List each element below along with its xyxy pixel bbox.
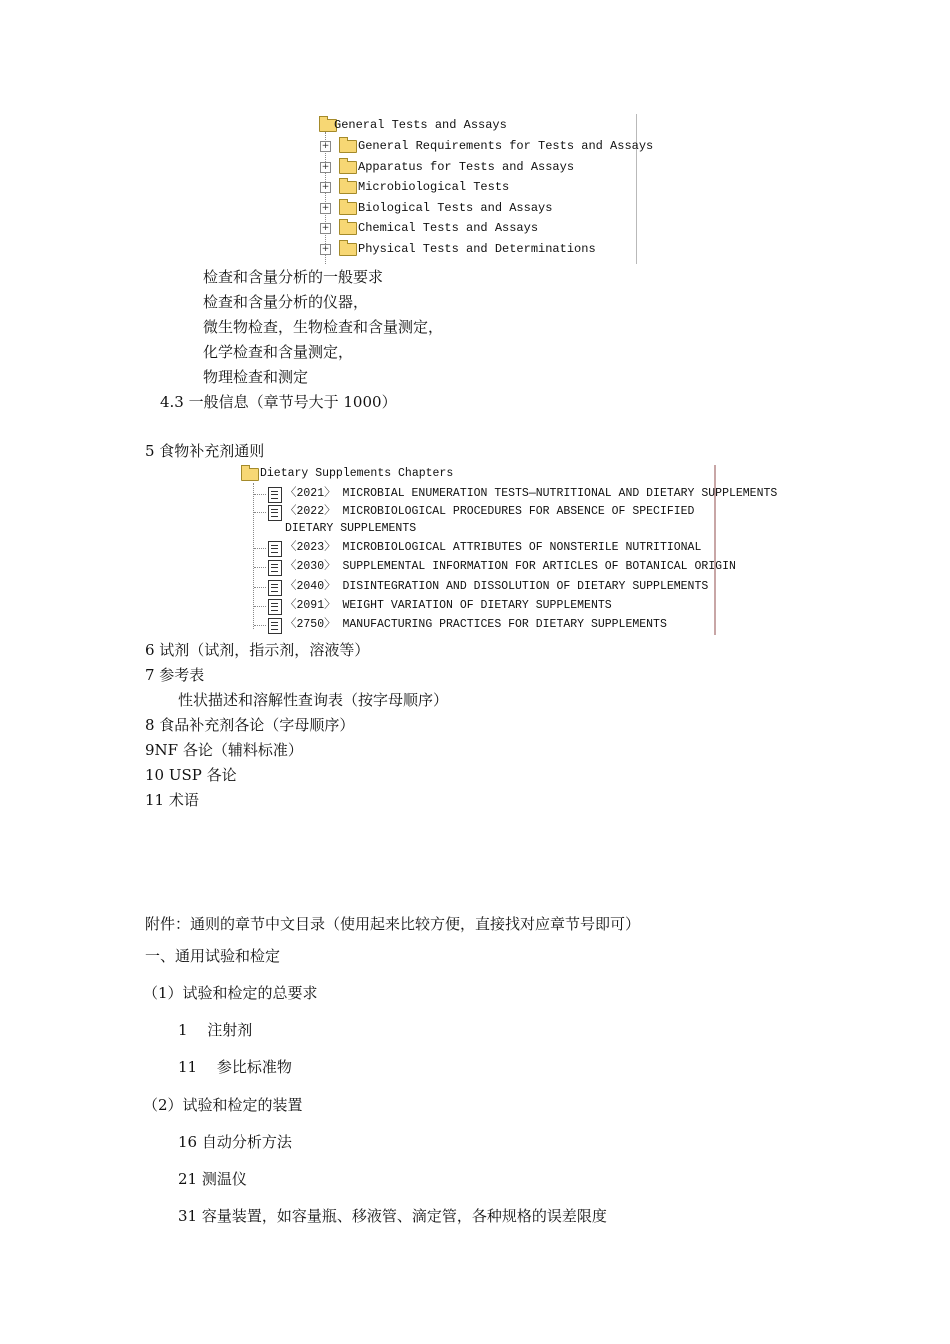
document-icon <box>268 618 282 634</box>
expand-icon[interactable]: + <box>321 162 330 172</box>
section-heading: 7 参考表 <box>145 666 205 684</box>
dietary-supplements-tree-image <box>238 465 778 635</box>
folder-icon <box>241 468 259 481</box>
tree-root-label: General Tests and Assays <box>334 118 507 132</box>
tree-connector <box>254 606 266 607</box>
section-heading: 9NF 各论（辅料标准） <box>145 741 303 759</box>
appendix-part-heading: 一、通用试验和检定 <box>145 947 281 965</box>
document-icon <box>268 560 282 576</box>
tree-item-label: Microbiological Tests <box>358 180 510 194</box>
tree-connector <box>253 483 254 629</box>
tree-item-label: Apparatus for Tests and Assays <box>358 160 575 174</box>
appendix-intro: 附件：通则的章节中文目录（使用起来比较方便，直接找对应章节号即可） <box>145 915 641 933</box>
tree-item-label: 〈2040〉 DISINTEGRATION AND DISSOLUTION OF DIETARY SUPPLEMENTS <box>285 580 709 593</box>
tree-item-label: 〈2021〉 MICROBIAL ENUMERATION TESTS—NUTRITIONAL AND DIETARY SUPPLEMENTS <box>285 487 778 500</box>
tree-item-label: 〈2091〉 WEIGHT VARIATION OF DIETARY SUPPLEMENTS <box>285 599 612 612</box>
folder-icon <box>339 181 357 194</box>
appendix-item: 21 测温仪 <box>178 1170 247 1188</box>
tree-item-label: 〈2030〉 SUPPLEMENTAL INFORMATION FOR ARTICLES OF BOTANICAL ORIGIN <box>285 560 736 573</box>
tree-connector <box>254 567 266 568</box>
text-line: 检查和含量分析的一般要求 <box>203 268 384 286</box>
appendix-group-heading: （1）试验和检定的总要求 <box>143 984 318 1002</box>
section-heading: 6 试剂（试剂，指示剂，溶液等） <box>145 641 370 659</box>
expand-icon[interactable]: + <box>321 244 330 254</box>
folder-icon <box>339 161 357 174</box>
section-heading: 11 术语 <box>145 791 199 809</box>
document-icon <box>268 599 282 615</box>
tree-item-label: Biological Tests and Assays <box>358 201 553 215</box>
text-line: 微生物检查，生物检查和含量测定， <box>203 318 444 336</box>
section-heading: 4.3 一般信息（章节号大于 1000） <box>160 393 397 411</box>
folder-icon <box>339 243 357 256</box>
tree-item-label: 〈2023〉 MICROBIOLOGICAL ATTRIBUTES OF NONSTERILE NUTRITIONAL <box>285 541 702 554</box>
appendix-item: 11 参比标准物 <box>178 1058 292 1076</box>
tree-connector <box>254 587 266 588</box>
general-tests-tree-image <box>318 114 654 264</box>
section-heading: 5 食物补充剂通则 <box>145 442 265 460</box>
document-icon <box>268 487 282 503</box>
tree-item-label: DIETARY SUPPLEMENTS <box>285 522 417 535</box>
appendix-group-heading: （2）试验和检定的装置 <box>143 1096 303 1114</box>
text-line: 性状描述和溶解性查询表（按字母顺序） <box>178 691 449 709</box>
tree-connector <box>254 548 266 549</box>
tree-connector <box>254 625 266 626</box>
expand-icon[interactable]: + <box>321 223 330 233</box>
appendix-item: 16 自动分析方法 <box>178 1133 292 1151</box>
section-heading: 8 食品补充剂各论（字母顺序） <box>145 716 355 734</box>
text-line: 物理检查和测定 <box>203 368 309 386</box>
expand-icon[interactable]: + <box>321 141 330 151</box>
tree-item-label: Chemical Tests and Assays <box>358 221 539 235</box>
tree-item-label: 〈2750〉 MANUFACTURING PRACTICES FOR DIETARY SUPPLEMENTS <box>285 618 667 631</box>
tree-root-label: Dietary Supplements Chapters <box>260 467 454 480</box>
folder-icon <box>339 140 357 153</box>
folder-icon <box>339 202 357 215</box>
document-icon <box>268 505 282 521</box>
document-icon <box>268 541 282 557</box>
tree-connector <box>254 494 266 495</box>
tree-item-label: General Requirements for Tests and Assays <box>358 139 654 153</box>
tree-connector <box>254 512 266 513</box>
text-line: 化学检查和含量测定， <box>203 343 354 361</box>
appendix-item: 31 容量装置，如容量瓶、移液管、滴定管，各种规格的误差限度 <box>178 1207 607 1225</box>
text-line: 检查和含量分析的仪器， <box>203 293 369 311</box>
folder-icon <box>339 222 357 235</box>
section-heading: 10 USP 各论 <box>145 766 237 784</box>
tree-item-label: Physical Tests and Determinations <box>358 242 596 256</box>
expand-icon[interactable]: + <box>321 203 330 213</box>
appendix-item: 1 注射剂 <box>178 1021 253 1039</box>
tree-item-label: 〈2022〉 MICROBIOLOGICAL PROCEDURES FOR ABSENCE OF SPECIFIED <box>285 505 695 518</box>
document-icon <box>268 580 282 596</box>
expand-icon[interactable]: + <box>321 182 330 192</box>
